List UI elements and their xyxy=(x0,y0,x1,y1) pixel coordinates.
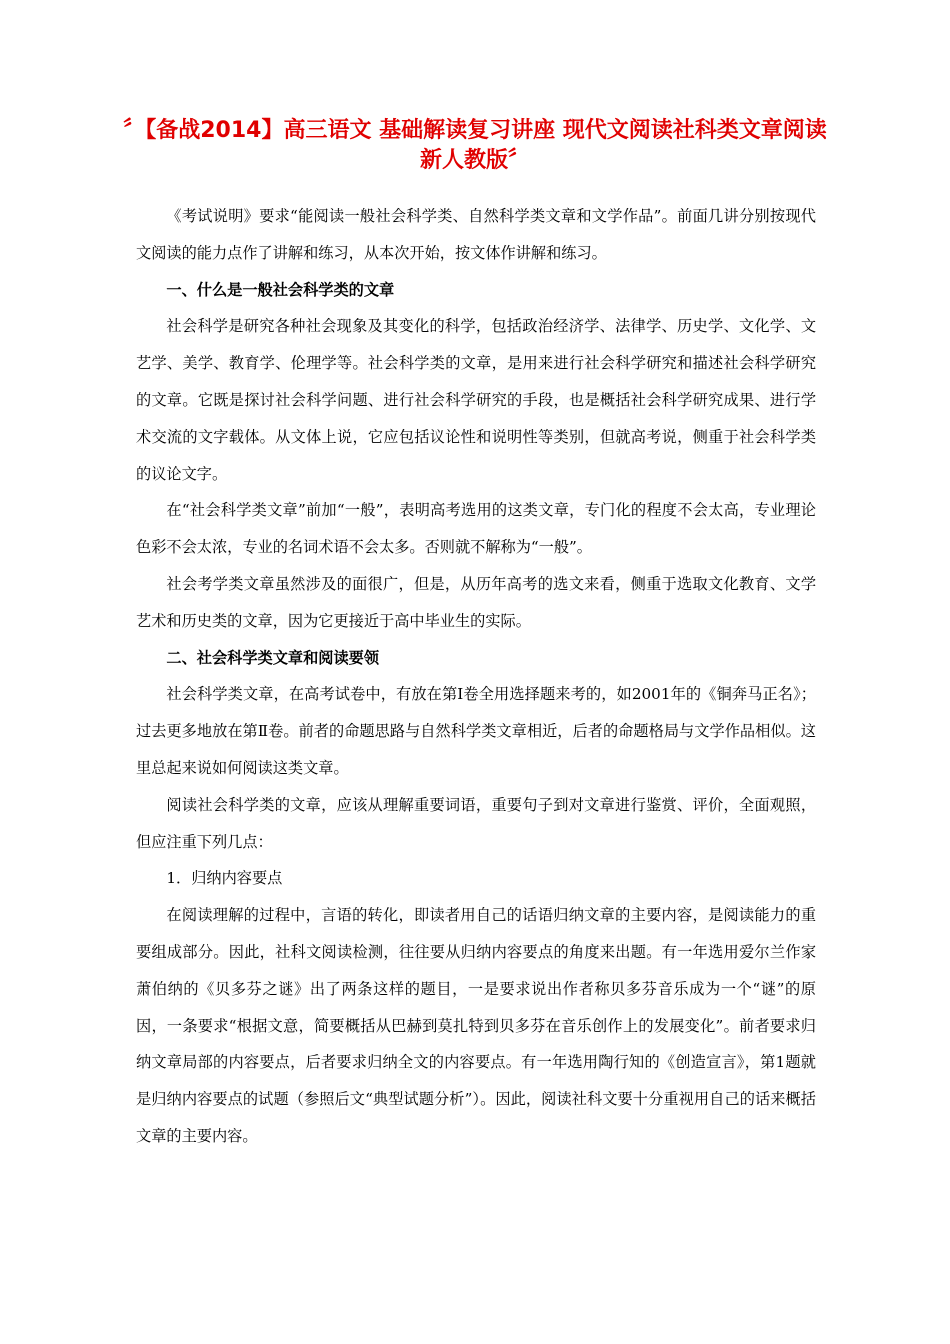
document-body xyxy=(136,198,816,1155)
paragraph: 社会考学类文章虽然涉及的面很广，但是，从历年高考的选文来看，侧重于选取文化教育、文学艺术和历史类的文章，因为它更接近于高中毕业生的实际。 xyxy=(136,574,816,630)
document-title: 〞【备战2014】高三语文 基础解读复习讲座 现代文阅读社科类文章阅读 新人教版〞 xyxy=(123,118,827,173)
paragraph: 社会科学是研究各种社会现象及其变化的科学，包括政治经济学、法律学、历史学、文化学、文艺学、美学、教育学、伦理学等。社会科学类的文章，是用来进行社会科学研究和描述社会科学研究的文章。它既是探讨社会科学问题、进行社会科学研究的手段，也是概括社会科学研究成果、进行学术交流的文字载体。从文体上说，它应包括议论性和说明性等类别，但就高考说，侧重于社会科学类的议论文字。 xyxy=(136,317,816,483)
paragraph-intro: 《考试说明》要求“能阅读一般社会科学类、自然科学类文章和文学作品”。前面几讲分别按现代文阅读的能力点作了讲解和练习，从本次开始，按文体作讲解和练习。 xyxy=(136,207,816,262)
section-heading-2: 二、社会科学类文章和阅读要领 xyxy=(166,648,380,667)
paragraph: 在阅读理解的过程中，言语的转化，即读者用自己的话语归纳文章的主要内容，是阅读能力的重要组成部分。因此，社科文阅读检测，往往要从归纳内容要点的角度来出题。有一年选用爱尔兰作家萧伯纳的《贝多芬之谜》出了两条这样的题目，一是要求说出作者称贝多芬音乐成为一个“谜”的原因，一条要求“根据文意，简要概括从巴赫到莫扎特到贝多芬在音乐创作上的发展变化”。前者要求归纳文章局部的内容要点，后者要求归纳全文的内容要点。有一年选用陶行知的《创造宣言》，第1题就是归纳内容要点的试题（参照后文“典型试题分析”）。因此，阅读社科文要十分重视用自己的话来概括文章的主要内容。 xyxy=(136,906,816,1145)
paragraph: 在“社会科学类文章”前加“一般”，表明高考选用的这类文章，专门化的程度不会太高，专业理论色彩不会太浓，专业的名词术语不会太多。否则就不解称为“一般”。 xyxy=(136,501,816,557)
section-heading-1: 一、什么是一般社会科学类的文章 xyxy=(166,280,395,299)
subsection-heading-1: 1．归纳内容要点 xyxy=(166,869,283,888)
paragraph: 阅读社会科学类的文章，应该从理解重要词语，重要句子到对文章进行鉴赏、评价，全面观照，但应注重下列几点： xyxy=(136,795,816,851)
paragraph: 社会科学类文章，在高考试卷中，有放在第Ⅰ卷全用选择题来考的，如2001年的《铜奔马正名》；过去更多地放在第Ⅱ卷。前者的命题思路与自然科学类文章相近，后者的命题格局与文学作品相似。这里总起来说如何阅读这类文章。 xyxy=(136,685,816,777)
